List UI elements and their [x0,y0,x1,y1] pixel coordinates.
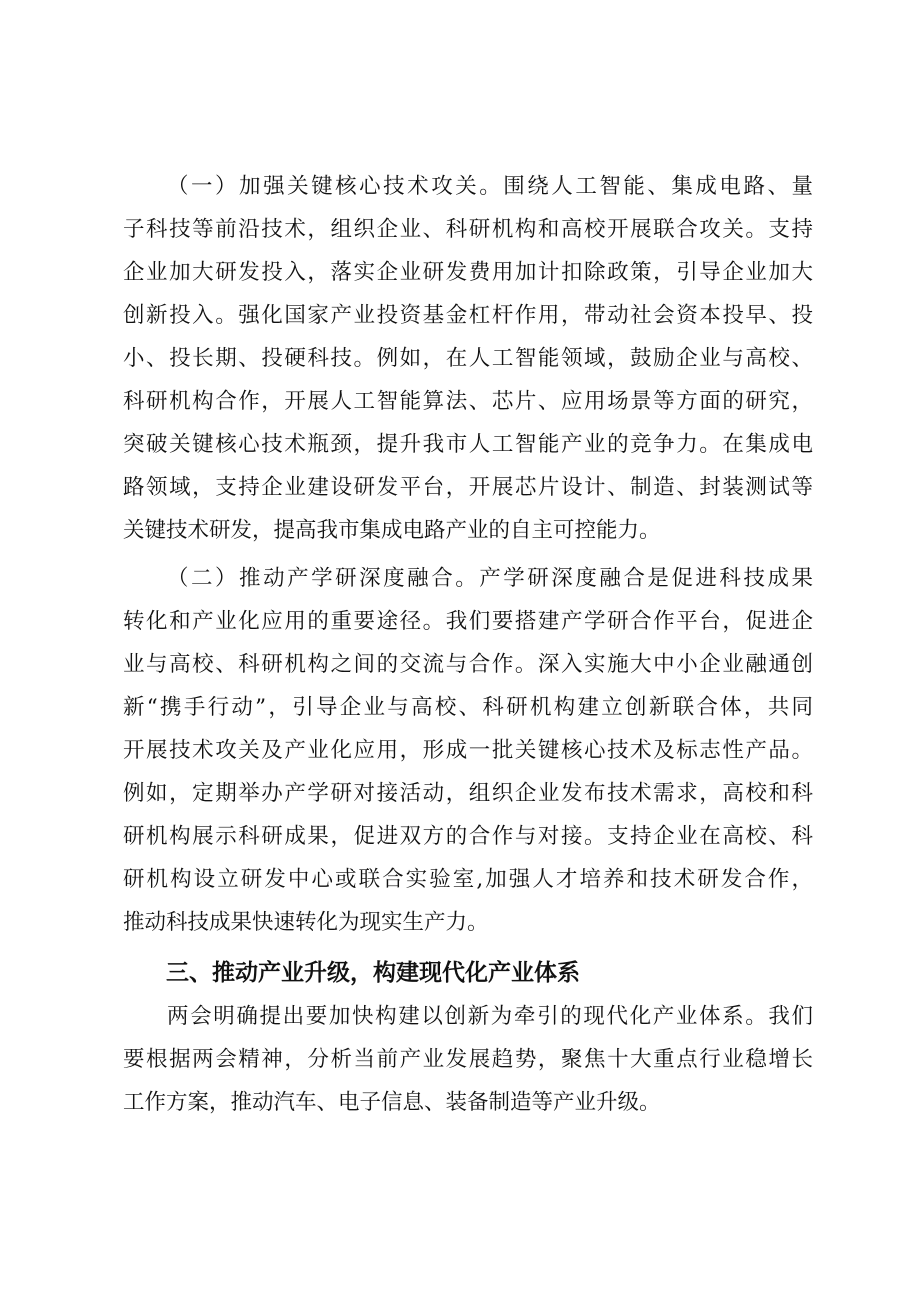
section-3-heading: 三、推动产业升级，构建现代化产业体系 [166,960,580,986]
section-3-line-3: 工作方案，推动汽车、电子信息、装备制造等产业升级。 [123,1090,661,1115]
section-3-line-1: 两会明确提出要加快构建以创新为牵引的现代化产业体系。我们 [167,1004,813,1029]
paragraph-1-line-3: 企业加大研发投入，落实企业研发费用加计扣除政策，引导企业加大 [123,260,813,285]
paragraph-2-line-5: 开展技术攻关及产业化应用，形成一批关键核心技术及标志性产品。 [123,738,813,763]
paragraph-2-line-3: 业与高校、科研机构之间的交流与合作。深入实施大中小企业融通创 [123,652,813,677]
paragraph-2-line-8: 研机构设立研发中心或联合实验室,加强人才培养和技术研发合作， [123,867,813,892]
section-3-line-2: 要根据两会精神，分析当前产业发展趋势，聚焦十大重点行业稳增长 [123,1047,813,1072]
paragraph-2-line-4: 新“携手行动”，引导企业与高校、科研机构建立创新联合体，共同 [123,695,813,720]
paragraph-1-line-6: 科研机构合作，开展人工智能算法、芯片、应用场景等方面的研究， [123,389,813,414]
paragraph-2-line-7: 研机构展示科研成果，促进双方的合作与对接。支持企业在高校、科 [123,824,813,849]
paragraph-1-line-2: 子科技等前沿技术，组织企业、科研机构和高校开展联合攻关。支持 [123,217,813,242]
paragraph-1-line-7: 突破关键核心技术瓶颈，提升我市人工智能产业的竞争力。在集成电 [123,432,813,457]
paragraph-1-line-1: （一）加强关键核心技术攻关。围绕人工智能、集成电路、量 [167,174,813,199]
paragraph-1-line-4: 创新投入。强化国家产业投资基金杠杆作用，带动社会资本投早、投 [123,303,813,328]
paragraph-2-line-2: 转化和产业化应用的重要途径。我们要搭建产学研合作平台，促进企 [123,609,813,634]
paragraph-1-line-8: 路领域，支持企业建设研发平台，开展芯片设计、制造、封装测试等 [123,475,813,500]
paragraph-1-line-9: 关键技术研发，提高我市集成电路产业的自主可控能力。 [123,518,661,543]
paragraph-1-line-5: 小、投长期、投硬科技。例如，在人工智能领域，鼓励企业与高校、 [123,346,813,371]
paragraph-2-line-6: 例如，定期举办产学研对接活动，组织企业发布技术需求，高校和科 [123,781,813,806]
paragraph-2-line-9: 推动科技成果快速转化为现实生产力。 [123,910,489,935]
paragraph-2-line-1: （二）推动产学研深度融合。产学研深度融合是促进科技成果 [167,566,813,591]
